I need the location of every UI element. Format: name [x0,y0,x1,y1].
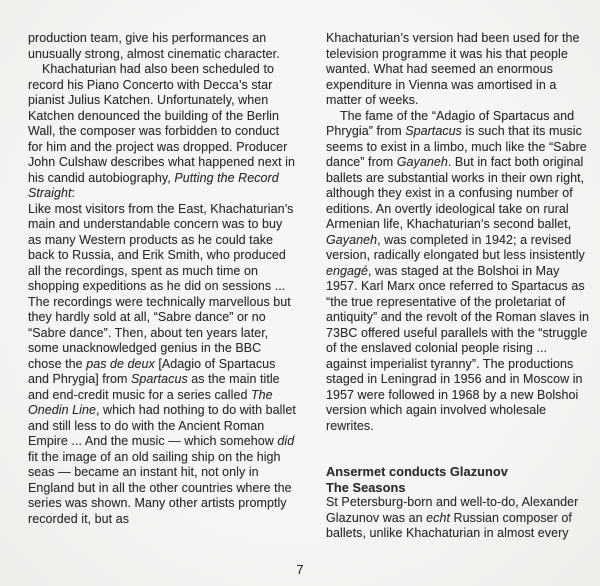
right-column [326,31,589,542]
section-heading-line-2: The Seasons [326,479,406,495]
section-heading-line-1: Ansermet conducts Glazunov [326,464,508,479]
paragraph: Khachaturian had also been scheduled to record his Piano Concerto with Decca’s star pianist Julius Katchen. Unfortunately, when Katchen denounced the building of the Berlin Wall, the composer was forbidden to conduct for him and the project was dropped. Producer John Culshaw describes what happened next in his candid autobiography, Putting the Record Straight: [28,62,295,200]
block-quote: Like most visitors from the East, Khachaturian’s main and understandable concern was to buy as many Western products as he could take back to Russia, and Erik Smith, who produced all the recordings, spent as much time on shopping expeditions as he did on sessions ... The recordings were technically marvellous but they hardly sold at all, “Sabre dance” or no “Sabre dance”. Then, about ten years later, some unacknowledged genius in the BBC chose the pas de deux [Adagio of Spartacus and Phrygia] from Spartacus as the main title and end-credit music for a series called The Onedin Line, which had nothing to do with ballet and still less to do with the Ancient Roman Empire ... And the music — which somehow did fit the image of an old sailing ship on the high seas — became an instant hit, not only in England but in all the other countries where the series was shown. Many other artists promptly recorded it, but as [28,201,296,526]
paragraph-continuation: Khachaturian’s version had been used for the television programme it was his that people wanted. What had seemed an enormous expenditure in Vienna was amortised in a matter of weeks. [326,31,580,107]
left-column [28,31,296,527]
paragraph: St Petersburg-born and well-to-do, Alexander Glazunov was an echt Russian composer of ballets, unlike Khachaturian in almost every [326,495,579,540]
paragraph: The fame of the “Adagio of Spartacus and Phrygia” from Spartacus is such that its music seems to exist in a limbo, much like the “Sabre dance” from Gayaneh. But in fact both original ballets are substantial works in their own right, although they exist in a confusing number of editions. An overtly ideological take on rural Armenian life, Khachaturian’s second ballet, Gayaneh, was completed in 1942; a revised version, radically elongated but less insistently engagé, was staged at the Bolshoi in May 1957. Karl Marx once referred to Spartacus as “the true representative of the proletariat of antiquity” and the revolt of the Roman slaves in 73BC offered useful parallels with the “struggle of the enslaved colonial people rising ... against imperialist tyranny”. The productions staged in Leningrad in 1956 and in Moscow in 1957 were followed in 1968 by a new Bolshoi version which again involved wholesale rewrites. [326,108,589,433]
page-number: 7 [296,562,304,577]
paragraph-continuation: production team, give his performances an unusually strong, almost cinematic character. [28,31,280,61]
section-heading [326,464,589,495]
